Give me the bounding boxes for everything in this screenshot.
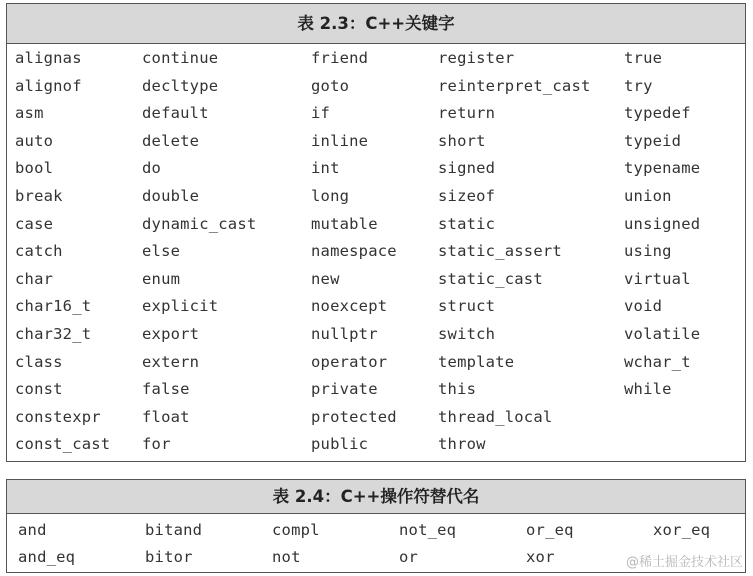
keyword-cell: public xyxy=(311,435,369,454)
operator-alt-cell: or xyxy=(399,548,419,566)
keyword-cell: explicit xyxy=(142,297,219,316)
keyword-cell: enum xyxy=(142,269,181,288)
keyword-cell: namespace xyxy=(311,242,397,261)
keyword-cell: inline xyxy=(311,131,369,150)
keyword-cell: thread_local xyxy=(438,407,553,426)
keyword-cell: register xyxy=(438,49,515,67)
keyword-cell: goto xyxy=(311,76,350,95)
keyword-cell: volatile xyxy=(624,325,701,343)
keyword-cell: short xyxy=(438,131,486,150)
keyword-cell: this xyxy=(438,380,477,399)
keyword-cell: delete xyxy=(142,131,200,150)
keyword-cell: while xyxy=(624,380,672,399)
keyword-cell: protected xyxy=(311,407,397,426)
keyword-cell: const_cast xyxy=(15,435,111,454)
keyword-cell: struct xyxy=(438,297,496,316)
keyword-cell: class xyxy=(15,352,63,371)
keyword-cell: virtual xyxy=(624,269,691,288)
keyword-cell: alignof xyxy=(15,76,82,95)
keyword-cell: extern xyxy=(142,352,200,371)
keyword-cell: continue xyxy=(142,49,219,67)
operator-alt-cell: bitand xyxy=(145,521,203,539)
keywords-table-title: 表 2.3：C++关键字 xyxy=(7,4,745,44)
keyword-cell: typename xyxy=(624,159,701,178)
keyword-cell: alignas xyxy=(15,49,82,67)
watermark: @稀土掘金技术社区 xyxy=(625,555,743,570)
keyword-cell: decltype xyxy=(142,76,219,95)
keyword-cell: do xyxy=(142,159,162,178)
keyword-cell: new xyxy=(311,269,340,288)
keyword-cell: static xyxy=(438,214,496,233)
keyword-cell: dynamic_cast xyxy=(142,214,257,233)
keyword-cell: long xyxy=(311,187,350,205)
keyword-cell: default xyxy=(142,104,209,123)
keyword-cell: catch xyxy=(15,242,63,261)
keyword-cell: auto xyxy=(15,131,54,150)
keyword-cell: for xyxy=(142,435,171,454)
keyword-cell: constexpr xyxy=(15,407,101,426)
keywords-table xyxy=(6,3,746,462)
keyword-cell: typeid xyxy=(624,131,682,150)
keyword-cell: return xyxy=(438,104,496,123)
keyword-cell: void xyxy=(624,297,663,316)
keyword-cell: char32_t xyxy=(15,325,92,343)
keyword-cell: float xyxy=(142,407,190,426)
keyword-cell: noexcept xyxy=(311,297,388,316)
keyword-cell: char xyxy=(15,269,54,288)
keyword-cell: double xyxy=(142,187,200,205)
keyword-cell: static_assert xyxy=(438,242,562,261)
keyword-cell: union xyxy=(624,187,672,205)
operator-alt-cell: bitor xyxy=(145,548,193,566)
operator-alt-cell: and xyxy=(18,521,47,539)
operator-alternatives-table-title: 表 2.4：C++操作符替代名 xyxy=(7,480,745,514)
keyword-cell: if xyxy=(311,104,331,123)
keyword-cell: switch xyxy=(438,325,496,343)
keyword-cell: case xyxy=(15,214,54,233)
keyword-cell: false xyxy=(142,380,190,399)
keyword-cell: try xyxy=(624,76,653,95)
keyword-cell: else xyxy=(142,242,181,261)
keyword-cell: unsigned xyxy=(624,214,701,233)
operator-alt-cell: not_eq xyxy=(399,521,457,539)
keyword-cell: signed xyxy=(438,159,496,178)
keyword-cell: nullptr xyxy=(311,325,378,343)
keyword-cell: static_cast xyxy=(438,269,543,288)
keyword-cell: const xyxy=(15,380,63,399)
keyword-cell: break xyxy=(15,187,63,205)
keyword-cell: asm xyxy=(15,104,44,123)
keyword-cell: int xyxy=(311,159,340,178)
keyword-cell: operator xyxy=(311,352,388,371)
keyword-cell: bool xyxy=(15,159,54,178)
keyword-cell: throw xyxy=(438,435,486,454)
operator-alt-cell: or_eq xyxy=(526,521,574,539)
keyword-cell: sizeof xyxy=(438,187,496,205)
keyword-cell: wchar_t xyxy=(624,352,691,371)
keyword-cell: typedef xyxy=(624,104,691,123)
operator-alt-cell: compl xyxy=(272,521,320,539)
keyword-cell: export xyxy=(142,325,200,343)
keyword-cell: private xyxy=(311,380,378,399)
keyword-cell: template xyxy=(438,352,515,371)
keyword-cell: reinterpret_cast xyxy=(438,76,591,95)
keyword-cell: true xyxy=(624,49,663,67)
operator-alt-cell: xor_eq xyxy=(653,521,711,539)
keyword-cell: using xyxy=(624,242,672,261)
keyword-cell: mutable xyxy=(311,214,378,233)
operator-alt-cell: not xyxy=(272,548,301,566)
keyword-cell: friend xyxy=(311,49,369,67)
operator-alt-cell: and_eq xyxy=(18,548,76,566)
keyword-cell: char16_t xyxy=(15,297,92,316)
operator-alt-cell: xor xyxy=(526,548,555,566)
